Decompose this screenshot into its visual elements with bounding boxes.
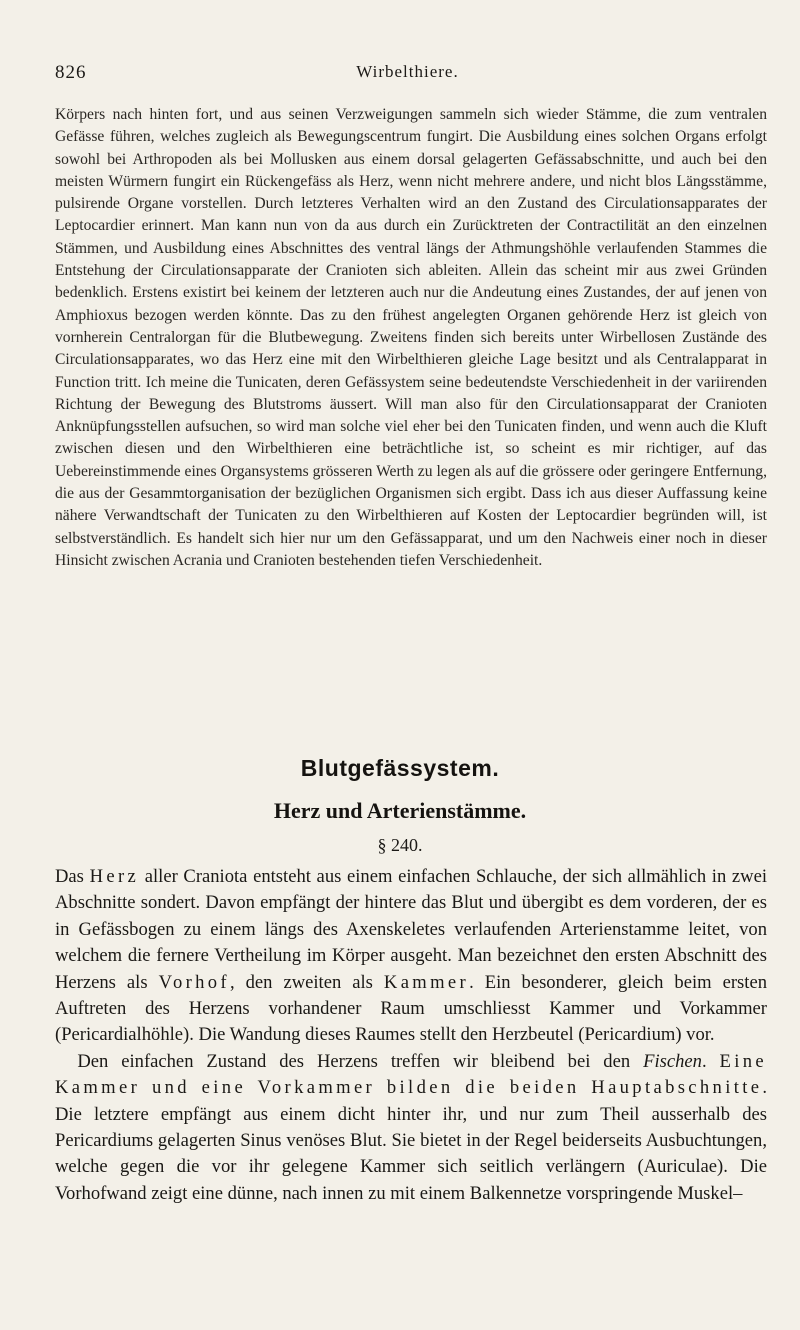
intro-paragraph (55, 104, 767, 572)
intro-text: Körpers nach hinten fort, und aus seinen Verzweigungen sammeln sich wieder Stämme, die zum ventralen Gefässe führen, welches zugleich als Bewegungscentrum fungirt. Die Ausbildung eines solchen Organs erfolgt sowohl bei Arthropoden als bei Mollusken aus einem dorsal gelagerten Gefässabschnitte, und auch bei den meisten Würmern fungirt ein Rückengefäss als Herz, wenn nicht mehrere andere, und nicht blos Längsstämme, pulsirende Organe vorstellen. Durch letzteres Verhalten wird an den Zustand des Circulationsapparates der Leptocardier erinnert. Man kann nun von da aus durch ein Zurücktreten der Contractilität an den einzelnen Stämmen, und Ausbildung eines Abschnittes des ventral längs der Athmungshöhle verlaufenden Stammes die Entstehung der Circulationsapparate der Cranioten sich ableiten. Allein das scheint mir aus zwei Gründen bedenklich. Erstens existirt bei keinem der letzteren auch nur die Andeutung eines Zustandes, der auf jenen von Amphioxus bezogen werden könnte. Das zu den frühest angelegten Organen gehörende Herz ist gleich von vornherein Centralorgan für die Blutbewegung. Zweitens finden sich bereits unter Wirbellosen Zustände des Circulationsapparates, wo das Herz eine mit den Wirbelthieren gleiche Lage besitzt und als Centralapparat in Function tritt. Ich meine die Tunicaten, deren Gefässystem seine bedeutendste Verschiedenheit in der variirenden Richtung der Bewegung des Blutstroms äussert. Will man also für den Circulationsapparat der Cranioten Anknüpfungsstellen aufsuchen, so wird man solche viel eher bei den Tunicaten finden, und wenn auch die Kluft zwischen diesen und den Wirbelthieren eine beträchtliche ist, so scheint es mir richtiger, auf das Uebereinstimmende eines Organsystems grösseren Werth zu legen als auf die grössere oder geringere Entfernung, die aus der Gesammtorganisation der bezüglichen Organismen sich ergibt. Dass ich aus dieser Auffassung keine nähere Verwandtschaft der Tunicaten zu den Wirbelthieren auf Kosten der Leptocardier begründen will, ist selbstverständlich. Es handelt sich hier nur um den Gefässapparat, und um den Nachweis einer noch in dieser Hinsicht zwischen Acrania und Cranioten bestehenden tiefen Verschiedenheit. (55, 106, 767, 569)
body-text: Das (55, 866, 90, 887)
body-text: Den einfachen Zustand des Herzens treffen wir bleibend bei den (77, 1050, 644, 1072)
spaced-term-vorhof: Vorhof (158, 971, 230, 993)
page-header (55, 62, 760, 86)
page-number: 826 (55, 62, 87, 83)
body-text: . (701, 1050, 720, 1072)
section-body (55, 864, 767, 1207)
body-text: , den zweiten als (229, 971, 384, 993)
spaced-sentence: Eine Kammer und eine Vorkammer bilden die beiden Hauptabschnitte (55, 1050, 768, 1099)
body-paragraph-1 (55, 864, 767, 1049)
section-subtitle: Herz und Arterienstämme. (273, 798, 527, 823)
body-paragraph-2 (55, 1049, 767, 1207)
spaced-term-herz: Herz (89, 866, 140, 887)
spaced-term-kammer: Kammer (383, 971, 470, 993)
body-text: . Die letztere empfängt aus einem dicht hinter ihr, und nur zum Theil ausserhalb des Pericardiums gelagerten Sinus venöses Blut. Sie bietet in der Regel beiderseits Ausbuchtungen, welche gegen die vor ihr gelegene Kammer sich seitlich verlängern (Auriculae). Die Vorhofwand zeigt eine dünne, nach innen zu mit einem Balkennetze vorspringende Muskel– (55, 1077, 767, 1204)
section-title: Blutgefässystem. (300, 755, 500, 781)
body-text: aller Craniota entsteht aus einem einfachen Schlauche, der sich allmählich in zwei Abschnitte sondert. Davon empfängt der hintere das Blut und übergibt es dem vorderen, der es in Gefässbogen zu einem längs des Axenskeletes verlaufenden Arterienstamme leitet, von welchem die fernere Vertheilung im Körper ausgeht. Man bezeichnet den ersten Abschnitt des Herzens als (55, 866, 767, 993)
running-head: Wirbelthiere. (356, 62, 459, 81)
paragraph-number: § 240. (377, 835, 423, 855)
italic-term-fischen: Fischen (643, 1050, 702, 1072)
body-text: . Ein besonderer, gleich beim ersten Auftreten des Herzens vorhandener Raum umschliesst Kammer und Vorkammer (Pericardialhöhle). Die Wandung dieses Raumes stellt den Herzbeutel (Pericardium) vor. (55, 971, 767, 1046)
